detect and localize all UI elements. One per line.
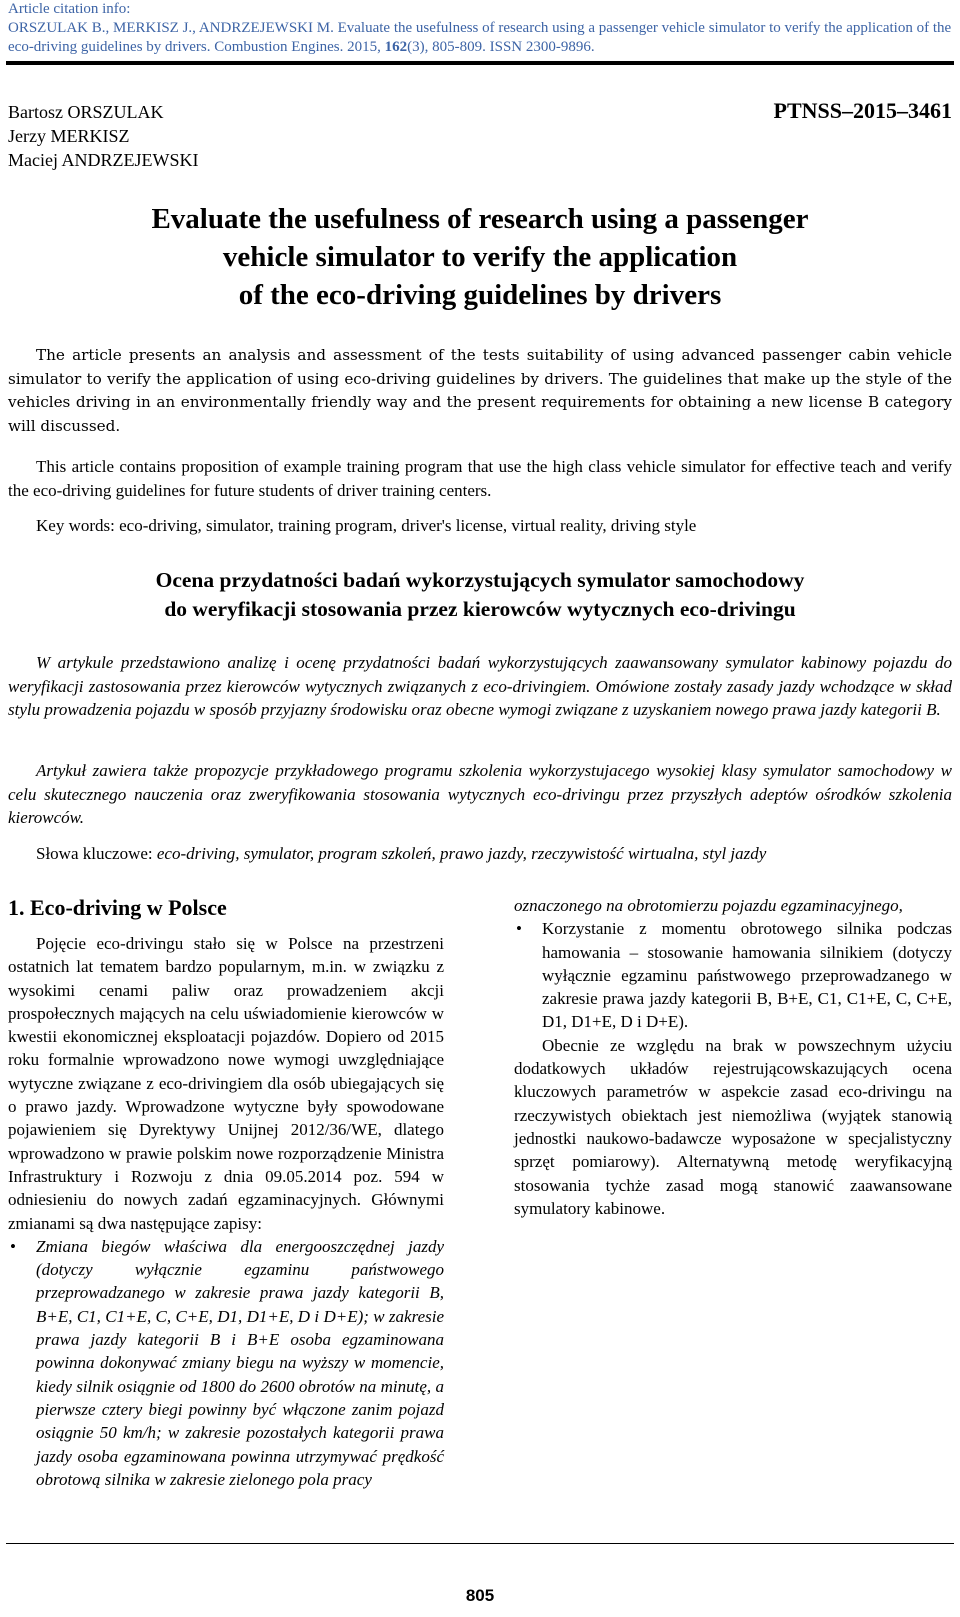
bullet-icon: •	[516, 919, 522, 939]
bullet-icon: •	[10, 1236, 16, 1256]
footer-divider	[6, 1543, 954, 1544]
column-left	[8, 894, 444, 1491]
bullet-item: • Korzystanie z momentu obrotowego silnika podczas hamowania – stosowanie hamowania silnikiem (dotyczy wyłącznie egzaminu państwowego przeprowadzanego w zakresie prawa jazdy kategorii B, B+E, C1, C1+E, C, C+E, D1, D1+E, D i D+E).	[516, 919, 952, 1032]
abstract-polish-p1: W artykule przedstawiono analizę i ocenę przydatności badań wykorzystujących zaawansowany symulator kabinowy pojazdu do weryfikacji zastosowania przez kierowców wytycznych związanych z eco-drivingiem. Omówione zostały zasady jazdy wchodzące w skład stylu prowadzenia pojazdu w sposób przyjazny środowisku oraz obecne wymogi związane z uzyskaniem nowego prawa jazdy kategorii B.	[8, 653, 952, 719]
author-list	[8, 100, 198, 172]
abstract-english-p1: The article presents an analysis and assessment of the tests suitability of using advanced passenger cabin vehicle simulator to verify the application of using eco-driving guidelines by drivers. The guidelines that make up the style of the vehicles driving in an environmentally friendly way and the present requirements for obtaining a new license B category will discussed.	[8, 346, 952, 435]
citation-info	[8, 0, 952, 57]
page-number: 805	[465, 1586, 495, 1605]
title-polish: Ocena przydatności badań wykorzystujących symulator samochodowy do weryfikacji stosowania przez kierowców wytycznych eco-drivingu	[155, 568, 805, 621]
section-paragraph: Obecnie ze względu na brak w powszechnym użyciu dodatkowych układów rejestrującowskazujących ocena kluczowych parametrów w aspekcie zasad eco-drivingu na rzeczywistych obiektach jest niemożliwa (wyjątek stanowią jednostki naukowo-badawcze wyposażone w specjalistyczny sprzęt pomiarowy). Alternatywną metodę weryfikacyjną stosowania tychże zasad mogą stanowić zaawansowane symulatory kabinowe.	[514, 1035, 952, 1218]
paper-code: PTNSS–2015–3461	[773, 98, 952, 123]
title-english: Evaluate the usefulness of research using a passenger vehicle simulator to verify the application of the eco-driving guidelines by drivers	[151, 203, 809, 311]
bullet-continuation: oznaczonego na obrotomierzu pojazdu egzaminacyjnego,	[514, 896, 903, 915]
author: Jerzy MERKISZ	[8, 126, 130, 146]
keywords-english: Key words: eco-driving, simulator, training program, driver's license, virtual reality, driving style	[36, 516, 697, 535]
abstract-polish-p2: Artykuł zawiera także propozycje przykładowego programu szkolenia wykorzystujacego wysokiej klasy symulator samochodowy w celu skutecznego nauczenia oraz zweryfikowania stosowania wytycznych eco-drivingu przez przyszłych adeptów ośrodków szkolenia kierowców.	[8, 761, 952, 827]
citation-text: ORSZULAK B., MERKISZ J., ANDRZEJEWSKI M. Evaluate the usefulness of research using a passenger vehicle simulator to verify the application of the eco-driving guidelines by drivers. Combustion Engines. 2015, 162(3), 805-809. ISSN 2300-9896.	[8, 20, 952, 55]
author: Bartosz ORSZULAK	[8, 102, 164, 122]
citation-divider	[6, 61, 954, 65]
section-paragraph: Pojęcie eco-drivingu stało się w Polsce na przestrzeni ostatnich lat tematem bardzo popularnym, m.in. w związku z wysokimi cenami paliw oraz prowadzeniem akcji prospołecznych mających na celu uświadomienie kierowców w kwestii ekonomicznej eksploatacji pojazdów. Dopiero od 2015 roku formalnie wprowadzono nowe wymogi uwzględniające wytyczne związane z eco-drivingiem dla osób ubiegających się o prawo jazdy. Wprowadzone wytyczne były spowodowane pojawieniem się Dyrektywy Unijnej 2012/36/WE, dlatego wprowadzono w prawie polskim nowe rozporządzenie Ministra Infrastruktury i Rozwoju z dnia 09.05.2014 poz. 594 w odniesieniu do nowych zadań egzaminacyjnych. Głównymi zmianami są dwa następujące zapisy:	[8, 934, 444, 1233]
author: Maciej ANDRZEJEWSKI	[8, 150, 199, 170]
keywords-polish: Słowa kluczowe: eco-driving, symulator, program szkoleń, prawo jazdy, rzeczywistość wirtualna, styl jazdy	[36, 844, 767, 863]
abstract-english-p2: This article contains proposition of example training program that use the high class vehicle simulator for effective teach and verify the eco-driving guidelines for future students of driver training centers.	[8, 457, 952, 500]
bullet-item: • Zmiana biegów właściwa dla energooszczędnej jazdy (dotyczy wyłącznie egzaminu państwowego przeprowadzanego w zakresie prawa jazdy kategorii B, B+E, C1, C1+E, C, C+E, D1, D1+E, D i D+E); w zakresie prawa jazdy kategorii B i B+E osoba egzaminowana powinna dokonywać zmiany biegu na wyższy w momencie, kiedy silnik osiągnie od 1800 do 2600 obrotów na minutę, a pierwsze cztery biegi powinny być włączone zanim pojazd osiągnie 50 km/h; w zakresie pozostałych kategorii prawa jazdy osoba egzaminowana powinna utrzymywać prędkość obrotową silnika w zakresie zielonego pola pracy	[10, 1236, 444, 1489]
section-heading: 1. Eco-driving w Polsce	[8, 895, 227, 920]
citation-label: Article citation info:	[8, 1, 131, 17]
column-right	[514, 894, 952, 1220]
